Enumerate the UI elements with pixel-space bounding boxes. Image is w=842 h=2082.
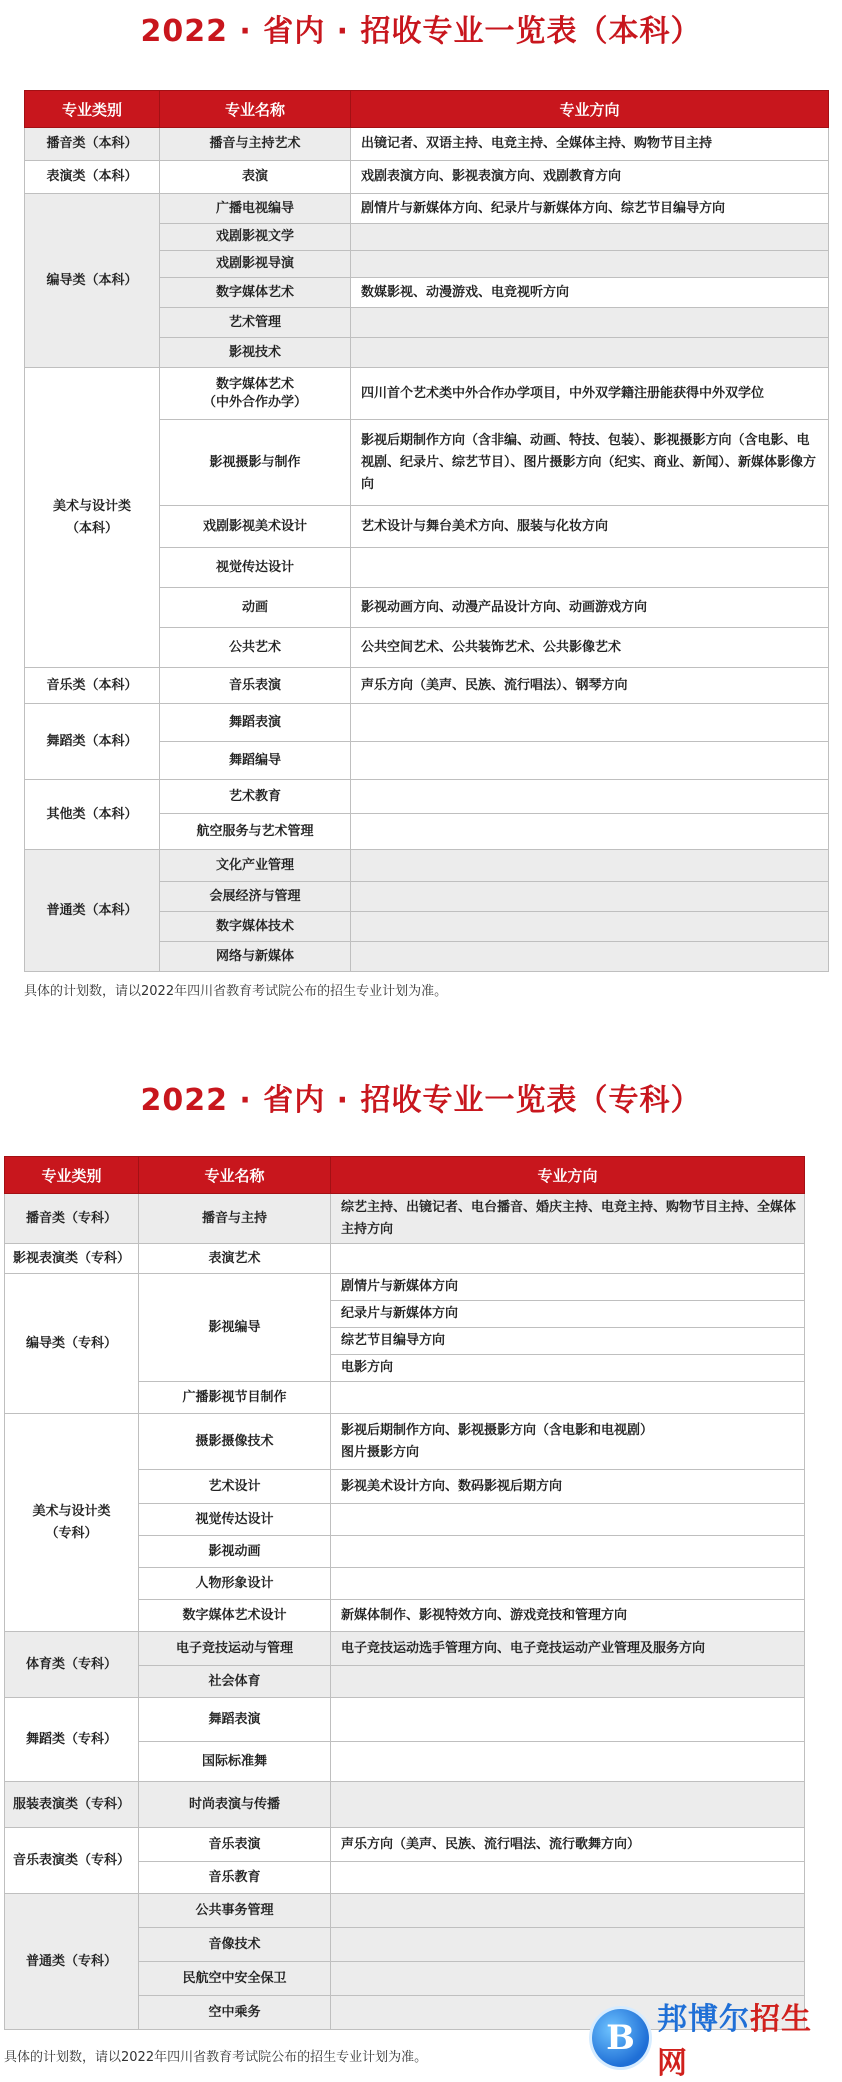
- undergrad-majors-table: [24, 90, 829, 972]
- category-cell: 美术与设计类 （专科）: [5, 1414, 139, 1632]
- table1-footnote: 具体的计划数，请以2022年四川省教育考试院公布的招生专业计划为准。: [24, 984, 448, 999]
- major-name-cell: 音乐教育: [139, 1862, 331, 1894]
- direction-cell: 综艺节目编导方向: [331, 1328, 805, 1355]
- direction-cell: [331, 1742, 805, 1782]
- major-name-cell: 会展经济与管理: [160, 882, 351, 912]
- major-name-cell: 音乐表演: [160, 668, 351, 704]
- major-name-cell: 视觉传达设计: [160, 548, 351, 588]
- direction-cell: [331, 1382, 805, 1414]
- category-cell: 体育类（专科）: [5, 1632, 139, 1698]
- major-name-cell: 广播影视节目制作: [139, 1382, 331, 1414]
- direction-cell: [331, 1698, 805, 1742]
- direction-cell: [331, 1666, 805, 1698]
- direction-cell: [331, 1244, 805, 1274]
- table-row: [25, 668, 829, 704]
- direction-cell: [351, 548, 829, 588]
- table-row: [5, 1274, 805, 1301]
- category-cell: 服装表演类（专科）: [5, 1782, 139, 1828]
- major-name-cell: 摄影摄像技术: [139, 1414, 331, 1470]
- direction-cell: [351, 251, 829, 278]
- major-name-cell: 戏剧影视导演: [160, 251, 351, 278]
- direction-cell: [331, 1894, 805, 1928]
- direction-cell: [351, 742, 829, 780]
- major-name-cell: 时尚表演与传播: [139, 1782, 331, 1828]
- table-row: [25, 194, 829, 224]
- direction-cell: 影视后期制作方向（含非编、动画、特技、包装）、影视摄影方向（含电影、电视剧、纪录片、综艺节目）、图片摄影方向（纪实、商业、新闻）、新媒体影像方向: [351, 420, 829, 506]
- table-row: [25, 161, 829, 194]
- category-cell: 影视表演类（专科）: [5, 1244, 139, 1274]
- direction-cell: 电影方向: [331, 1355, 805, 1382]
- major-name-cell: 戏剧影视文学: [160, 224, 351, 251]
- major-name-cell: 文化产业管理: [160, 850, 351, 882]
- table2-footnote: 具体的计划数，请以2022年四川省教育考试院公布的招生专业计划为准。: [4, 2050, 428, 2065]
- table1-title: 2022 · 省内 · 招收专业一览表（本科）: [140, 14, 702, 49]
- category-cell: 播音类（本科）: [25, 128, 160, 161]
- table-row: [5, 1828, 805, 1862]
- category-cell: 舞蹈类（本科）: [25, 704, 160, 780]
- direction-cell: [351, 308, 829, 338]
- direction-cell: 艺术设计与舞台美术方向、服装与化妆方向: [351, 506, 829, 548]
- header-major-name: 专业名称: [139, 1157, 331, 1194]
- major-name-cell: 公共艺术: [160, 628, 351, 668]
- header-direction: 专业方向: [351, 91, 829, 128]
- major-name-cell: 公共事务管理: [139, 1894, 331, 1928]
- category-cell: 普通类（专科）: [5, 1894, 139, 2030]
- direction-cell: 综艺主持、出镜记者、电台播音、婚庆主持、电竞主持、购物节目主持、全媒体主持方向: [331, 1194, 805, 1244]
- direction-cell: 电子竞技运动选手管理方向、电子竞技运动产业管理及服务方向: [331, 1632, 805, 1666]
- table-row: [5, 1194, 805, 1244]
- major-name-cell: 播音与主持艺术: [160, 128, 351, 161]
- direction-cell: [331, 1928, 805, 1962]
- table-row: [5, 1894, 805, 1928]
- major-name-cell: 广播电视编导: [160, 194, 351, 224]
- category-cell: 普通类（本科）: [25, 850, 160, 972]
- major-name-cell: 电子竞技运动与管理: [139, 1632, 331, 1666]
- direction-cell: 声乐方向（美声、民族、流行唱法、流行歌舞方向）: [331, 1828, 805, 1862]
- direction-cell: 影视后期制作方向、影视摄影方向（含电影和电视剧） 图片摄影方向: [331, 1414, 805, 1470]
- direction-cell: [351, 780, 829, 814]
- table-row: [5, 1244, 805, 1274]
- major-name-cell: 舞蹈表演: [160, 704, 351, 742]
- major-name-cell: 影视摄影与制作: [160, 420, 351, 506]
- major-name-cell: 航空服务与艺术管理: [160, 814, 351, 850]
- header-major-name: 专业名称: [160, 91, 351, 128]
- table-row: [5, 1698, 805, 1742]
- table-row: [25, 128, 829, 161]
- major-name-cell: 影视技术: [160, 338, 351, 368]
- header-category: 专业类别: [25, 91, 160, 128]
- table-row: [25, 368, 829, 420]
- major-name-cell: 数字媒体艺术: [160, 278, 351, 308]
- direction-cell: 出镜记者、双语主持、电竞主持、全媒体主持、购物节目主持: [351, 128, 829, 161]
- major-name-cell: 艺术管理: [160, 308, 351, 338]
- major-name-cell: 播音与主持: [139, 1194, 331, 1244]
- table-header-row: [5, 1157, 805, 1194]
- direction-cell: 数媒影视、动漫游戏、电竞视听方向: [351, 278, 829, 308]
- direction-cell: [351, 704, 829, 742]
- major-name-cell: 艺术教育: [160, 780, 351, 814]
- direction-cell: [351, 338, 829, 368]
- major-name-cell: 数字媒体艺术 （中外合作办学）: [160, 368, 351, 420]
- direction-cell: 剧情片与新媒体方向、纪录片与新媒体方向、综艺节目编导方向: [351, 194, 829, 224]
- category-cell: 表演类（本科）: [25, 161, 160, 194]
- direction-cell: [331, 1962, 805, 1996]
- major-name-cell: 民航空中安全保卫: [139, 1962, 331, 1996]
- table-row: [25, 704, 829, 742]
- direction-cell: [351, 224, 829, 251]
- logo-b-icon: B: [592, 2009, 649, 2067]
- major-name-cell: 舞蹈编导: [160, 742, 351, 780]
- category-cell: 音乐表演类（专科）: [5, 1828, 139, 1894]
- major-name-cell: 影视动画: [139, 1536, 331, 1568]
- direction-cell: [351, 882, 829, 912]
- direction-cell: 公共空间艺术、公共装饰艺术、公共影像艺术: [351, 628, 829, 668]
- table-row: [5, 1414, 805, 1470]
- logo-text-blue: 邦博尔: [657, 2002, 751, 2037]
- major-name-cell: 艺术设计: [139, 1470, 331, 1504]
- table-row: [25, 780, 829, 814]
- direction-cell: 影视美术设计方向、数码影视后期方向: [331, 1470, 805, 1504]
- category-cell: 音乐类（本科）: [25, 668, 160, 704]
- major-name-cell: 音乐表演: [139, 1828, 331, 1862]
- direction-cell: [351, 912, 829, 942]
- direction-cell: [331, 1568, 805, 1600]
- category-cell: 编导类（专科）: [5, 1274, 139, 1414]
- site-logo: [592, 2002, 840, 2081]
- table-row: [5, 1632, 805, 1666]
- category-cell: 编导类（本科）: [25, 194, 160, 368]
- direction-cell: 声乐方向（美声、民族、流行唱法）、钢琴方向: [351, 668, 829, 704]
- header-category: 专业类别: [5, 1157, 139, 1194]
- direction-cell: 纪录片与新媒体方向: [331, 1301, 805, 1328]
- direction-cell: 四川首个艺术类中外合作办学项目，中外双学籍注册能获得中外双学位: [351, 368, 829, 420]
- table2-title: 2022 · 省内 · 招收专业一览表（专科）: [140, 1083, 702, 1118]
- direction-cell: 新媒体制作、影视特效方向、游戏竞技和管理方向: [331, 1600, 805, 1632]
- major-name-cell: 视觉传达设计: [139, 1504, 331, 1536]
- major-name-cell: 舞蹈表演: [139, 1698, 331, 1742]
- major-name-cell: 表演: [160, 161, 351, 194]
- major-name-cell: 戏剧影视美术设计: [160, 506, 351, 548]
- major-name-cell: 数字媒体艺术设计: [139, 1600, 331, 1632]
- major-name-cell: 人物形象设计: [139, 1568, 331, 1600]
- college-majors-table: [4, 1156, 805, 2030]
- direction-cell: [331, 1862, 805, 1894]
- category-cell: 其他类（本科）: [25, 780, 160, 850]
- major-name-cell: 影视编导: [139, 1274, 331, 1382]
- table-header-row: [25, 91, 829, 128]
- major-name-cell: 空中乘务: [139, 1996, 331, 2030]
- direction-cell: 影视动画方向、动漫产品设计方向、动画游戏方向: [351, 588, 829, 628]
- direction-cell: [331, 1504, 805, 1536]
- direction-cell: 剧情片与新媒体方向: [331, 1274, 805, 1301]
- category-cell: 舞蹈类（专科）: [5, 1698, 139, 1782]
- logo-text-red: 招生网: [657, 2002, 813, 2081]
- direction-cell: [331, 1782, 805, 1828]
- major-name-cell: 音像技术: [139, 1928, 331, 1962]
- direction-cell: [331, 1536, 805, 1568]
- major-name-cell: 国际标准舞: [139, 1742, 331, 1782]
- major-name-cell: 网络与新媒体: [160, 942, 351, 972]
- direction-cell: [351, 814, 829, 850]
- major-name-cell: 数字媒体技术: [160, 912, 351, 942]
- direction-cell: [351, 942, 829, 972]
- direction-cell: [351, 850, 829, 882]
- major-name-cell: 动画: [160, 588, 351, 628]
- table-row: [5, 1782, 805, 1828]
- category-cell: 美术与设计类 （本科）: [25, 368, 160, 668]
- table-row: [25, 850, 829, 882]
- direction-cell: 戏剧表演方向、影视表演方向、戏剧教育方向: [351, 161, 829, 194]
- logo-text: [657, 1994, 840, 2082]
- category-cell: 播音类（专科）: [5, 1194, 139, 1244]
- major-name-cell: 社会体育: [139, 1666, 331, 1698]
- major-name-cell: 表演艺术: [139, 1244, 331, 1274]
- header-direction: 专业方向: [331, 1157, 805, 1194]
